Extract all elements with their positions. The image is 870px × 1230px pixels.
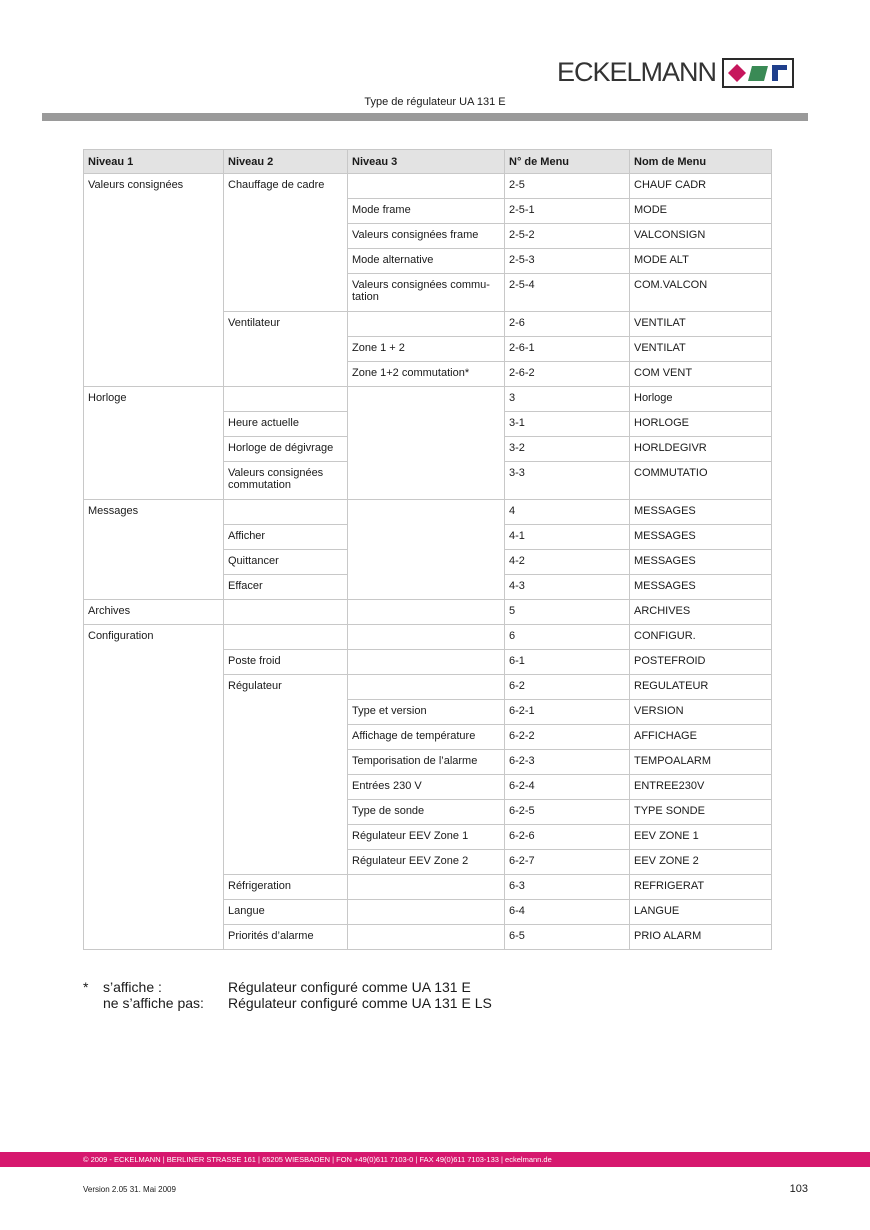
niveau3-cell <box>348 650 505 675</box>
menu-number-cell: 2-5-3 <box>505 249 630 274</box>
niveau3-cell <box>348 174 505 199</box>
niveau3-cell: Type et version <box>348 700 505 725</box>
menu-number-cell: 4-3 <box>505 575 630 600</box>
menu-number-cell: 6-4 <box>505 900 630 925</box>
niveau1-cell: Messages <box>84 500 224 600</box>
table-row <box>84 600 772 625</box>
niveau3-cell: Zone 1 + 2 <box>348 337 505 362</box>
niveau2-cell: Valeurs consignées commutation <box>224 462 348 500</box>
menu-number-cell: 6-2 <box>505 675 630 700</box>
menu-name-cell: ARCHIVES <box>630 600 772 625</box>
menu-name-cell: HORLOGE <box>630 412 772 437</box>
niveau3-cell: Affichage de température <box>348 725 505 750</box>
niveau2-cell <box>224 387 348 412</box>
menu-name-cell: TYPE SONDE <box>630 800 772 825</box>
niveau3-cell <box>348 675 505 700</box>
niveau2-cell: Effacer <box>224 575 348 600</box>
header-menu-number: N° de Menu <box>505 150 630 174</box>
niveau3-cell: Entrées 230 V <box>348 775 505 800</box>
niveau2-cell <box>224 500 348 525</box>
menu-name-cell: MESSAGES <box>630 550 772 575</box>
niveau2-cell: Régulateur <box>224 675 348 875</box>
header-niveau-3: Niveau 3 <box>348 150 505 174</box>
niveau3-cell: Temporisation de l’alarme <box>348 750 505 775</box>
niveau3-cell: Mode frame <box>348 199 505 224</box>
eckelmann-logo <box>557 57 794 88</box>
menu-number-cell: 3-3 <box>505 462 630 500</box>
menu-number-cell: 2-5-4 <box>505 274 630 312</box>
menu-number-cell: 2-6-2 <box>505 362 630 387</box>
menu-name-cell: LANGUE <box>630 900 772 925</box>
niveau3-cell: Zone 1+2 commutation* <box>348 362 505 387</box>
niveau3-cell <box>348 925 505 950</box>
niveau3-cell <box>348 900 505 925</box>
menu-structure-table <box>83 149 772 950</box>
menu-number-cell: 6-3 <box>505 875 630 900</box>
menu-name-cell: EEV ZONE 2 <box>630 850 772 875</box>
header-menu-name: Nom de Menu <box>630 150 772 174</box>
menu-number-cell: 6-2-6 <box>505 825 630 850</box>
menu-number-cell: 3 <box>505 387 630 412</box>
table-row <box>84 387 772 412</box>
footnote-shown-label: s’affiche : <box>103 979 162 995</box>
menu-name-cell: POSTEFROID <box>630 650 772 675</box>
niveau3-cell: Valeurs consignées frame <box>348 224 505 249</box>
menu-name-cell: MESSAGES <box>630 500 772 525</box>
niveau2-cell: Langue <box>224 900 348 925</box>
menu-number-cell: 2-6-1 <box>505 337 630 362</box>
niveau1-cell: Configuration <box>84 625 224 950</box>
menu-number-cell: 5 <box>505 600 630 625</box>
niveau2-cell: Horloge de dégivrage <box>224 437 348 462</box>
niveau3-cell <box>348 387 505 500</box>
footnote-star: * <box>83 979 89 995</box>
footnote-shown-value: Régulateur configuré comme UA 131 E <box>228 979 471 995</box>
menu-number-cell: 6-5 <box>505 925 630 950</box>
niveau1-cell: Valeurs consignées <box>84 174 224 387</box>
menu-number-cell: 6-2-5 <box>505 800 630 825</box>
header-divider <box>42 113 808 121</box>
menu-number-cell: 2-5-2 <box>505 224 630 249</box>
niveau2-cell <box>224 625 348 650</box>
menu-number-cell: 6-2-2 <box>505 725 630 750</box>
menu-name-cell: VERSION <box>630 700 772 725</box>
menu-name-cell: CONFIGUR. <box>630 625 772 650</box>
table-row <box>84 625 772 650</box>
document-subtitle: Type de régulateur UA 131 E <box>364 96 506 108</box>
footer-contact-bar <box>0 1152 870 1167</box>
menu-name-cell: Horloge <box>630 387 772 412</box>
menu-name-cell: EEV ZONE 1 <box>630 825 772 850</box>
niveau3-cell: Régulateur EEV Zone 2 <box>348 850 505 875</box>
niveau2-cell: Quittancer <box>224 550 348 575</box>
niveau2-cell: Heure actuelle <box>224 412 348 437</box>
niveau2-cell: Afficher <box>224 525 348 550</box>
menu-number-cell: 6-2-4 <box>505 775 630 800</box>
menu-number-cell: 4 <box>505 500 630 525</box>
niveau3-cell: Type de sonde <box>348 800 505 825</box>
menu-number-cell: 2-6 <box>505 312 630 337</box>
menu-name-cell: HORLDEGIVR <box>630 437 772 462</box>
menu-number-cell: 4-2 <box>505 550 630 575</box>
niveau3-cell <box>348 875 505 900</box>
menu-name-cell: VENTILAT <box>630 337 772 362</box>
menu-name-cell: COM VENT <box>630 362 772 387</box>
niveau2-cell <box>224 600 348 625</box>
footnote-hidden-value: Régulateur configuré comme UA 131 E LS <box>228 995 492 1011</box>
niveau2-cell: Chauffage de cadre <box>224 174 348 312</box>
header-niveau-2: Niveau 2 <box>224 150 348 174</box>
footer-contact-text: © 2009 - ECKELMANN | BERLINER STRASSE 161 | 65205 WIESBADEN | FON +49(0)611 7103-0 | FAX 49(0)611 7103-133 | eckelmann.de <box>83 1155 552 1164</box>
menu-number-cell: 3-1 <box>505 412 630 437</box>
menu-number-cell: 4-1 <box>505 525 630 550</box>
niveau2-cell: Priorités d’alarme <box>224 925 348 950</box>
menu-number-cell: 6-2-7 <box>505 850 630 875</box>
menu-name-cell: VENTILAT <box>630 312 772 337</box>
menu-name-cell: COM.VALCON <box>630 274 772 312</box>
menu-name-cell: TEMPOALARM <box>630 750 772 775</box>
niveau3-cell <box>348 500 505 600</box>
niveau3-cell: Régulateur EEV Zone 1 <box>348 825 505 850</box>
menu-name-cell: MODE <box>630 199 772 224</box>
niveau2-cell: Poste froid <box>224 650 348 675</box>
table-row <box>84 500 772 525</box>
menu-number-cell: 6-2-1 <box>505 700 630 725</box>
logo-mark-icon <box>722 58 794 88</box>
menu-number-cell: 2-5 <box>505 174 630 199</box>
niveau1-cell: Archives <box>84 600 224 625</box>
niveau3-cell: Mode alternative <box>348 249 505 274</box>
menu-number-cell: 6 <box>505 625 630 650</box>
niveau3-cell <box>348 625 505 650</box>
version-date: Version 2.05 31. Mai 2009 <box>83 1185 176 1194</box>
menu-name-cell: ENTREE230V <box>630 775 772 800</box>
menu-number-cell: 3-2 <box>505 437 630 462</box>
menu-name-cell: MESSAGES <box>630 525 772 550</box>
niveau3-cell <box>348 600 505 625</box>
logo-text: ECKELMANN <box>557 57 717 87</box>
header-niveau-1: Niveau 1 <box>84 150 224 174</box>
menu-name-cell: COMMUTATIO <box>630 462 772 500</box>
menu-number-cell: 2-5-1 <box>505 199 630 224</box>
menu-name-cell: REGULATEUR <box>630 675 772 700</box>
niveau1-cell: Horloge <box>84 387 224 500</box>
table-row <box>84 174 772 199</box>
menu-name-cell: PRIO ALARM <box>630 925 772 950</box>
menu-number-cell: 6-2-3 <box>505 750 630 775</box>
menu-name-cell: MESSAGES <box>630 575 772 600</box>
menu-name-cell: AFFICHAGE <box>630 725 772 750</box>
menu-name-cell: MODE ALT <box>630 249 772 274</box>
menu-name-cell: REFRIGERAT <box>630 875 772 900</box>
niveau3-cell <box>348 312 505 337</box>
niveau2-cell: Réfrigeration <box>224 875 348 900</box>
table-header-row <box>84 150 772 174</box>
niveau3-cell: Valeurs consignées commu-tation <box>348 274 505 312</box>
niveau2-cell: Ventilateur <box>224 312 348 387</box>
menu-number-cell: 6-1 <box>505 650 630 675</box>
page-number: 103 <box>789 1183 808 1195</box>
menu-name-cell: CHAUF CADR <box>630 174 772 199</box>
menu-name-cell: VALCONSIGN <box>630 224 772 249</box>
footnote-hidden-label: ne s’affiche pas: <box>103 995 204 1011</box>
